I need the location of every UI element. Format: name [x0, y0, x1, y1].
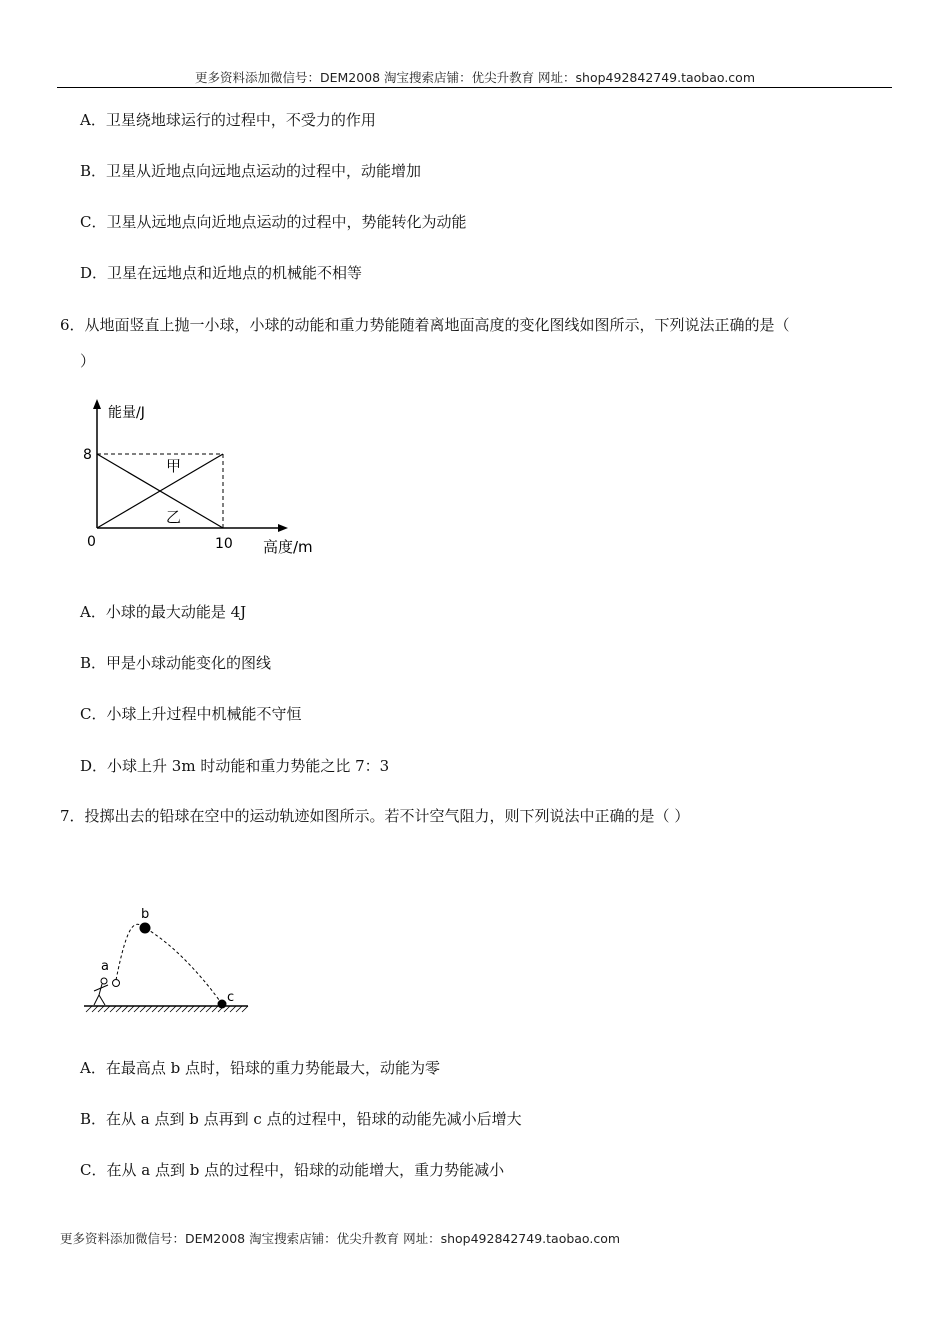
- origin-label: 0: [87, 534, 96, 550]
- q5-option-b: B．卫星从近地点向远地点运动的过程中，动能增加: [80, 162, 422, 180]
- shot-ball-start: [113, 980, 120, 987]
- y-axis-arrow-icon: [93, 399, 101, 409]
- q6-stem: 6．从地面竖直上抛一小球，小球的动能和重力势能随着离地面高度的变化图线如图所示，下列说法正确的是（: [60, 316, 790, 334]
- q5-option-d: D．卫星在远地点和近地点的机械能不相等: [80, 264, 363, 282]
- trajectory-path: [116, 924, 222, 1004]
- q6-stem-close: ）: [80, 352, 96, 370]
- header-divider: [57, 87, 892, 88]
- q7-trajectory-figure: [80, 900, 255, 1020]
- x-tick-10: 10: [215, 536, 233, 552]
- point-a-label: a: [101, 959, 109, 974]
- person-throwing-icon: [94, 978, 108, 1005]
- point-c-ball: [218, 1000, 227, 1009]
- q6-option-b: B．甲是小球动能变化的图线: [80, 654, 272, 672]
- q6-option-a: A．小球的最大动能是 4J: [80, 603, 247, 621]
- point-b-label: b: [141, 907, 150, 922]
- q7-stem: 7．投掷出去的铅球在空中的运动轨迹如图所示。若不计空气阻力，则下列说法中正确的是（ ）: [60, 807, 690, 825]
- page-footer: 更多资料添加微信号：DEM2008 淘宝搜索店铺：优尖升教育 网址：shop492842749.taobao.com: [60, 1231, 621, 1246]
- y-tick-8: 8: [83, 447, 92, 463]
- y-axis-label: 能量/J: [108, 405, 145, 421]
- point-b-ball: [140, 923, 151, 934]
- page-header: 更多资料添加微信号：DEM2008 淘宝搜索店铺：优尖升教育 网址：shop492842749.taobao.com: [194, 70, 756, 85]
- q6-option-c: C．小球上升过程中机械能不守恒: [80, 705, 302, 723]
- x-axis-arrow-icon: [278, 524, 288, 532]
- label-jia: 甲: [166, 457, 182, 475]
- q7-option-b: B．在从 a 点到 b 点再到 c 点的过程中，铅球的动能先减小后增大: [80, 1110, 522, 1128]
- point-c-label: c: [227, 990, 235, 1005]
- q6-energy-graph: [80, 395, 330, 560]
- label-yi: 乙: [166, 508, 182, 526]
- q7-option-a: A．在最高点 b 点时，铅球的重力势能最大，动能为零: [80, 1059, 440, 1077]
- q6-option-d: D．小球上升 3m 时动能和重力势能之比 7：3: [80, 757, 390, 775]
- q5-option-a: A．卫星绕地球运行的过程中，不受力的作用: [80, 111, 376, 129]
- q5-option-c: C．卫星从远地点向近地点运动的过程中，势能转化为动能: [80, 213, 467, 231]
- q7-option-c: C．在从 a 点到 b 点的过程中，铅球的动能增大，重力势能减小: [80, 1161, 505, 1179]
- x-axis-label: 高度/m: [263, 538, 313, 556]
